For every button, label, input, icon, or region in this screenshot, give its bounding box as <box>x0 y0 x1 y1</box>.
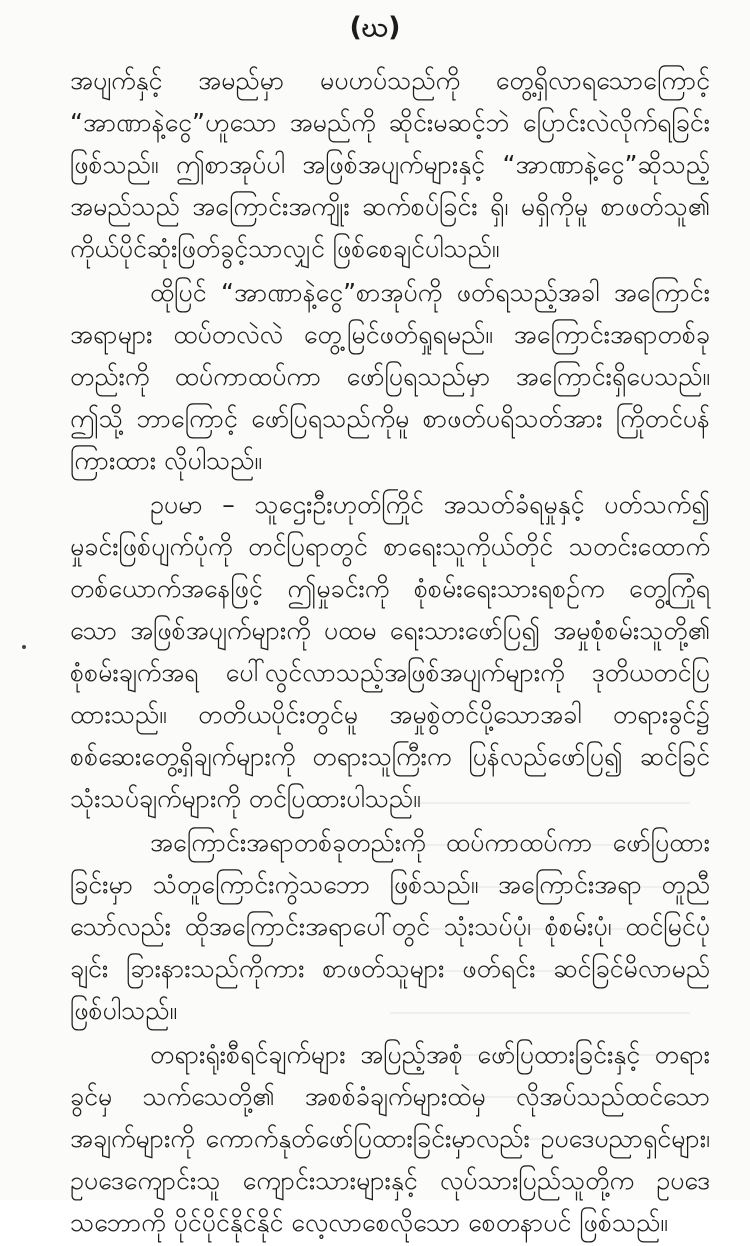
ink-dot <box>22 645 26 649</box>
page-number: (ဃ) <box>349 12 401 43</box>
paragraph-1: အပျက်နှင့် အမည်မှာ မပဟပ်သည်ကို တွေ့ရှိလာရသောကြောင့် “အာဏာနဲ့ငွေ”ဟူသော အမည်ကို ဆိုင်းမဆင့်ဘဲ ပြောင်းလဲလိုက်ရခြင်း ဖြစ်သည်။ ဤစာအုပ်ပါ အဖြစ်အပျက်များနှင့် “အာဏာနဲ့ငွေ”ဆိုသည့် အမည်သည် အကြောင်းအကျိုး ဆက်စပ်ခြင်း ရှိ၊ မရှိကိုမူ စာဖတ်သူ၏ ကိုယ်ပိုင်ဆုံးဖြတ်ခွင့်သာလျှင် ဖြစ်စေချင်ပါသည်။ <box>70 66 710 263</box>
show-through-texture <box>390 780 690 1140</box>
paragraph-2: ထိုပြင် “အာဏာနဲ့ငွေ”စာအုပ်ကို ဖတ်ရသည့်အခါ အကြောင်း အရာများ ထပ်တလဲလဲ တွေ့မြင်ဖတ်ရှုရမည်။ အကြောင်းအရာတစ်ခု တည်းကို ထပ်ကာထပ်ကာ ဖော်ပြရသည်မှာ အကြောင်းရှိပေသည်။ ဤသို့ ဘာကြောင့် ဖော်ပြရသည်ကိုမူ စာဖတ်ပရိသတ်အား ကြိုတင်ပန် ကြားထား လိုပါသည်။ <box>70 278 710 475</box>
paragraph-3: ဥပမာ – သူဌေးဦးဟုတ်ကြိုင် အသတ်ခံရမှုနှင့် ပတ်သက်၍ မှုခင်းဖြစ်ပျက်ပုံကို တင်ပြရာတွင် စာရေးသူကိုယ်တိုင် သတင်းထောက် တစ်ယောက်အနေဖြင့် ဤမှုခင်းကို စုံစမ်းရေးသားရစဉ်က တွေ့ကြုံရ သော အဖြစ်အပျက်များကို ပထမ ရေးသားဖော်ပြ၍ အမှုစုံစမ်းသူတို့၏ စုံစမ်းချက်အရ ပေါ်လွင်လာသည့်အဖြစ်အပျက်များကို ဒုတိယတင်ပြ ထားသည်။ တတိယပိုင်းတွင်မူ အမှုစွဲတင်ပို့သောအခါ တရားခွင်၌ စစ်ဆေးတွေ့ရှိချက်များကို တရားသူကြီးက ပြန်လည်ဖော်ပြ၍ ဆင်ခြင် သုံးသပ်ချက်များကို တင်ပြထားပါသည်။ <box>70 490 710 813</box>
paragraph-4: အကြောင်းအရာတစ်ခုတည်းကို ထပ်ကာထပ်ကာ ဖော်ပြထား ခြင်းမှာ သံတူကြောင်းကွဲသဘော ဖြစ်သည်။ အကြောင်းအရာ တူညီ သော်လည်း ထိုအကြောင်းအရာပေါ်တွင် သုံးသပ်ပုံ၊ စုံစမ်းပုံ၊ ထင်မြင်ပုံ ချင်း ခြားနားသည်ကိုကား စာဖတ်သူများ ဖတ်ရင်း ဆင်ခြင်မိလာမည် ဖြစ်ပါသည်။ <box>70 828 710 1025</box>
paragraph-5: တရားရုံးစီရင်ချက်များ အပြည့်အစုံ ဖော်ပြထားခြင်းနှင့် တရား ခွင်မှ သက်သေတို့၏ အစစ်ခံချက်များထဲမှ လိုအပ်သည်ထင်သော အချက်များကို ကောက်နုတ်ဖော်ပြထားခြင်းမှာလည်း ဥပဒေပညာရှင်များ၊ ဥပဒေကျောင်းသူ ကျောင်းသားများနှင့် လုပ်သားပြည်သူတို့က ဥပဒေ သဘောကို ပိုင်ပိုင်နိုင်နိုင် လေ့လာစေလိုသော စေတနာပင် ဖြစ်သည်။ <box>70 1040 710 1237</box>
